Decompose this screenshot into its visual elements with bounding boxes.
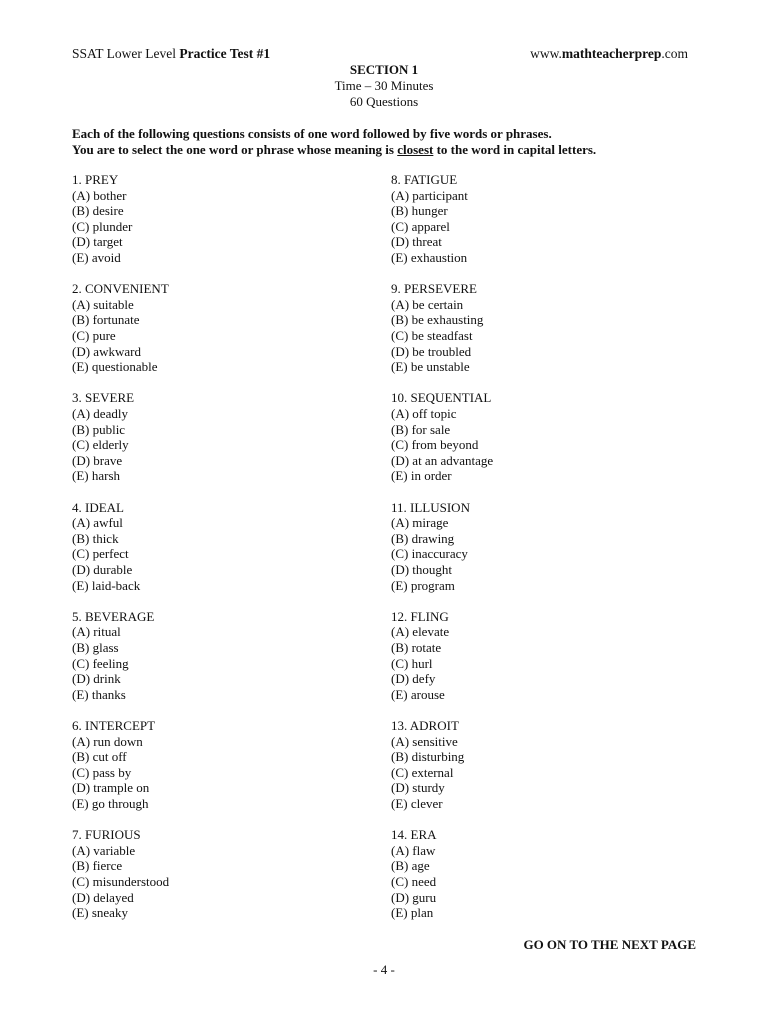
answer-option: (E) laid-back (72, 577, 141, 593)
question-stem: 9. PERSEVERE (391, 281, 477, 297)
answer-option: (C) need (391, 873, 437, 889)
answer-option: (C) pass by (72, 764, 132, 780)
answer-option: (B) fierce (72, 858, 123, 874)
answer-option: (A) run down (72, 733, 143, 749)
question-block (391, 172, 691, 281)
answer-option: (A) awful (72, 515, 123, 531)
question-block (72, 172, 372, 281)
question-stem: 10. SEQUENTIAL (391, 390, 492, 406)
question-stem: 7. FURIOUS (72, 827, 141, 843)
website-prefix: www. (530, 46, 562, 61)
answer-option: (D) sturdy (391, 780, 445, 796)
answer-option: (B) age (391, 858, 430, 874)
answer-option: (A) variable (72, 842, 136, 858)
question-block (391, 390, 691, 499)
answer-option: (A) bother (72, 187, 127, 203)
answer-option: (D) brave (72, 452, 123, 468)
answer-option: (A) deadly (72, 405, 128, 421)
answer-option: (D) be troubled (391, 343, 472, 359)
question-stem: 11. ILLUSION (391, 499, 470, 515)
answer-option: (B) glass (72, 639, 119, 655)
answer-option: (E) program (391, 577, 455, 593)
website-name: mathteacherprep (561, 46, 662, 61)
answer-option: (C) inaccuracy (391, 546, 468, 562)
answer-option: (C) plunder (72, 218, 133, 234)
answer-option: (D) drink (72, 671, 121, 687)
answer-option: (E) questionable (72, 359, 158, 375)
answer-option: (C) hurl (391, 655, 433, 671)
answer-option: (C) perfect (72, 546, 129, 562)
answer-option: (D) at an advantage (391, 452, 494, 468)
question-stem: 13. ADROIT (391, 717, 459, 733)
question-block (391, 281, 691, 390)
instructions-text: You are to select the one word or phrase whose meaning is (72, 142, 398, 157)
website-suffix: .com (661, 46, 688, 61)
question-stem: 6. INTERCEPT (72, 717, 156, 733)
answer-option: (A) ritual (72, 624, 121, 640)
answer-option: (D) thought (391, 561, 453, 577)
answer-option: (A) flaw (391, 842, 436, 858)
answer-option: (B) public (72, 421, 126, 437)
question-block (391, 718, 691, 827)
section-time: Time – 30 Minutes (334, 78, 434, 93)
header-title-prefix: SSAT Lower Level (72, 46, 180, 61)
answer-option: (B) desire (72, 203, 124, 219)
header-title-bold: Practice Test #1 (179, 46, 271, 61)
answer-option: (E) harsh (72, 468, 121, 484)
answer-option: (E) thanks (72, 686, 126, 702)
answer-option: (C) apparel (391, 218, 450, 234)
answer-option: (B) drawing (391, 530, 455, 546)
question-stem: 3. SEVERE (72, 390, 135, 406)
instructions-emphasis: closest (397, 142, 434, 157)
answer-option: (E) in order (391, 468, 452, 484)
question-block (391, 609, 691, 718)
answer-option: (B) cut off (72, 749, 127, 765)
answer-option: (A) sensitive (391, 733, 458, 749)
answer-option: (E) exhaustion (391, 249, 468, 265)
answer-option: (A) participant (391, 187, 468, 203)
answer-option: (A) elevate (391, 624, 450, 640)
answer-option: (C) pure (72, 327, 116, 343)
question-block (72, 500, 372, 609)
question-block (391, 827, 691, 936)
answer-option: (B) hunger (391, 203, 448, 219)
answer-option: (D) guru (391, 889, 437, 905)
answer-option: (C) be steadfast (391, 327, 473, 343)
answer-option: (B) thick (72, 530, 119, 546)
question-block (391, 500, 691, 609)
answer-option: (C) from beyond (391, 437, 479, 453)
answer-option: (D) target (72, 234, 123, 250)
answer-option: (E) be unstable (391, 359, 470, 375)
header-title (72, 46, 270, 62)
instructions-line-1: Each of the following questions consists of one word followed by five words or phrases. (72, 126, 552, 141)
question-stem: 8. FATIGUE (391, 172, 458, 187)
answer-option: (A) mirage (391, 515, 449, 531)
header-website (530, 46, 688, 62)
answer-option: (B) disturbing (391, 749, 465, 765)
page-number: - 4 - (373, 962, 395, 977)
answer-option: (D) awkward (72, 343, 141, 359)
instructions-line-2 (72, 142, 596, 158)
answer-option: (E) clever (391, 795, 443, 811)
section-title: SECTION 1 (349, 62, 419, 77)
answer-option: (E) avoid (72, 249, 121, 265)
question-stem: 4. IDEAL (72, 499, 124, 515)
answer-option: (D) defy (391, 671, 436, 687)
answer-option: (A) suitable (72, 296, 134, 312)
answer-option: (C) elderly (72, 437, 129, 453)
questions-right-column (391, 172, 691, 936)
question-stem: 12. FLING (391, 608, 449, 624)
answer-option: (D) threat (391, 234, 442, 250)
answer-option: (D) trample on (72, 780, 150, 796)
answer-option: (A) off topic (391, 405, 457, 421)
question-block (72, 718, 372, 827)
question-block (72, 390, 372, 499)
answer-option: (B) fortunate (72, 312, 140, 328)
answer-option: (B) rotate (391, 639, 442, 655)
question-block (72, 827, 372, 936)
answer-option: (A) be certain (391, 296, 464, 312)
answer-option: (D) durable (72, 561, 133, 577)
answer-option: (E) sneaky (72, 905, 128, 921)
question-block (72, 609, 372, 718)
answer-option: (E) go through (72, 795, 149, 811)
next-page-notice: GO ON TO THE NEXT PAGE (523, 937, 696, 952)
answer-option: (B) be exhausting (391, 312, 484, 328)
answer-option: (D) delayed (72, 889, 134, 905)
answer-option: (C) feeling (72, 655, 129, 671)
question-stem: 14. ERA (391, 827, 437, 843)
question-stem: 5. BEVERAGE (72, 608, 155, 624)
question-stem: 1. PREY (72, 172, 119, 187)
answer-option: (E) arouse (391, 686, 445, 702)
question-stem: 2. CONVENIENT (72, 281, 169, 297)
section-question-count: 60 Questions (349, 94, 419, 109)
question-block (72, 281, 372, 390)
answer-option: (C) external (391, 764, 454, 780)
answer-option: (C) misunderstood (72, 873, 170, 889)
instructions-text-end: to the word in capital letters. (433, 142, 597, 157)
answer-option: (B) for sale (391, 421, 451, 437)
questions-left-column (72, 172, 372, 936)
answer-option: (E) plan (391, 905, 434, 921)
